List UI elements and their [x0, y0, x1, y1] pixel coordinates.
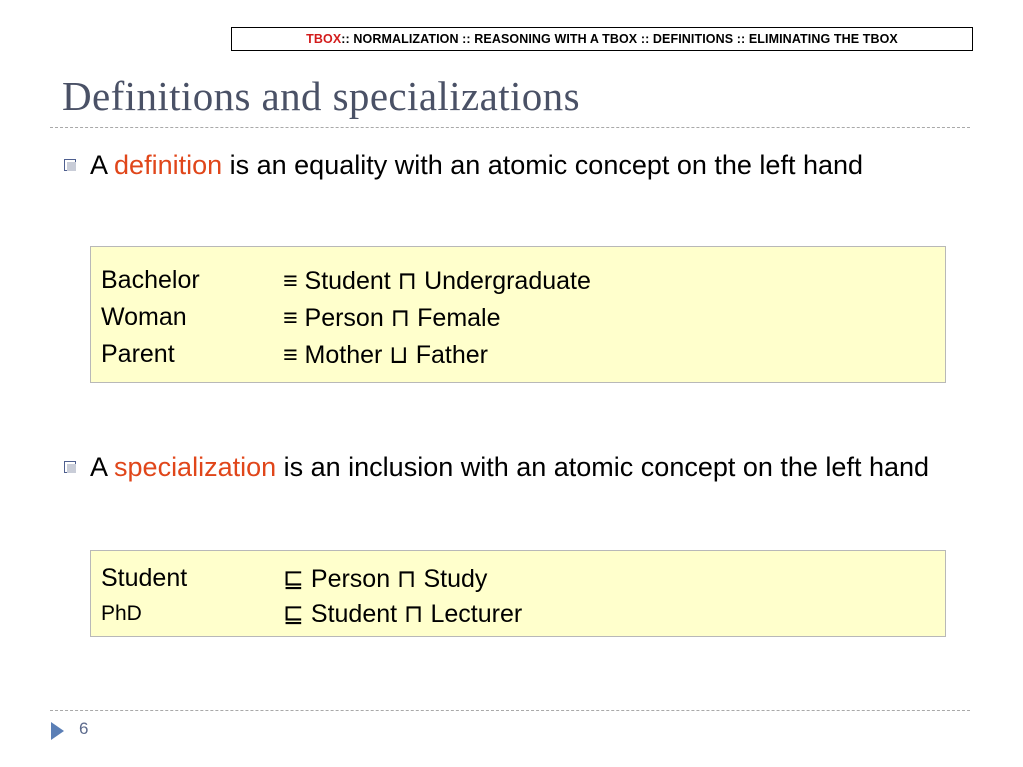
bullet-square-icon [64, 159, 76, 171]
bullet-definition [64, 143, 944, 187]
bullet-text [90, 445, 944, 489]
bullet-specialization [64, 445, 944, 489]
bullet-square-icon [64, 461, 76, 473]
concept-expression: ≡ Person ⊓ Female [283, 303, 501, 332]
concept-name: Woman [101, 303, 187, 331]
slide-title: Definitions and specializations [62, 73, 580, 119]
page-number: 6 [79, 719, 89, 738]
highlight-term: definition [114, 150, 223, 180]
concept-name: Student [101, 564, 188, 592]
concept-expression: ≡ Student ⊓ Undergraduate [283, 266, 591, 295]
footer-divider [50, 710, 970, 711]
specialization-row [101, 596, 945, 631]
breadcrumb-current-section[interactable]: TBOX [306, 32, 342, 46]
concept-name: PhD [101, 601, 142, 625]
definition-row [101, 336, 945, 373]
concept-name: Parent [101, 340, 175, 368]
triangle-right-icon[interactable] [51, 722, 64, 740]
definition-row [101, 299, 945, 336]
bullet-prefix: A [90, 452, 115, 482]
concept-name: Bachelor [101, 266, 200, 294]
concept-expression: ⊑ Person ⊓ Study [283, 564, 488, 593]
bullet-prefix: A [90, 150, 115, 180]
concept-expression: ⊑ Student ⊓ Lecturer [283, 599, 523, 628]
highlight-term: specialization [114, 452, 277, 482]
definitions-box [90, 246, 946, 383]
bullet-text [90, 143, 944, 187]
bullet-suffix: is an inclusion with an atomic concept on the left hand [276, 452, 930, 482]
concept-expression: ≡ Mother ⊔ Father [283, 340, 488, 369]
bullet-suffix: is an equality with an atomic concept on the left hand [222, 150, 864, 180]
breadcrumb [231, 27, 973, 51]
breadcrumb-sections[interactable]: :: NORMALIZATION :: REASONING WITH A TBOX :: DEFINITIONS :: ELIMINATING THE TBOX [341, 32, 898, 46]
title-divider [50, 127, 970, 128]
specializations-box [90, 550, 946, 637]
definition-row [101, 262, 945, 299]
specialization-row [101, 561, 945, 596]
